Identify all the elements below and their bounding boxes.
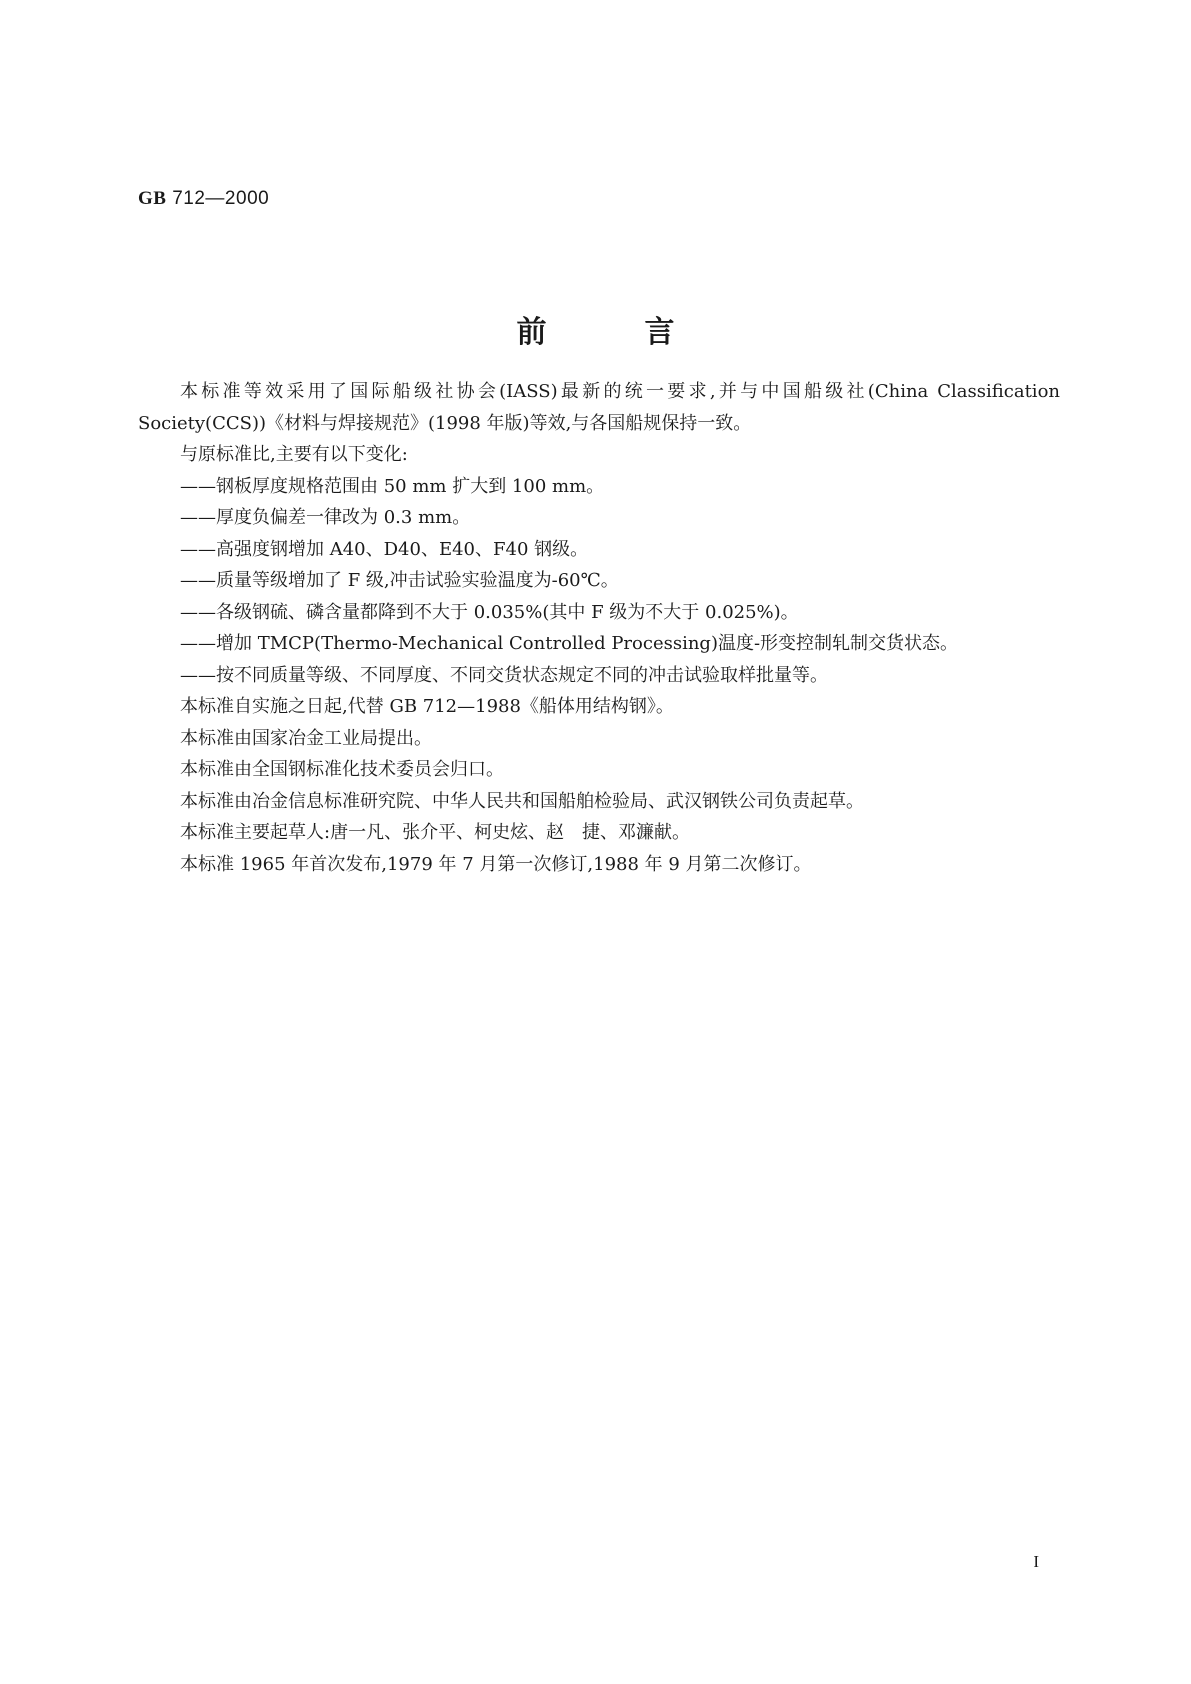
change-item: ——钢板厚度规格范围由 50 mm 扩大到 100 mm。	[180, 475, 605, 497]
principal-drafters: 本标准主要起草人:唐一凡、张介平、柯史炫、赵 捷、邓濂献。	[180, 822, 691, 843]
change-item: ——各级钢硫、磷含量都降到不大于 0.035%(其中 F 级为不大于 0.025%)。	[180, 601, 799, 623]
change-item: ——厚度负偏差一律改为 0.3 mm。	[180, 507, 471, 528]
change-item: ——按不同质量等级、不同厚度、不同交货状态规定不同的冲击试验取样批量等。	[180, 664, 828, 686]
page-number: I	[1033, 1552, 1039, 1571]
change-item: ——增加 TMCP(Thermo-Mechanical Controlled Processing)温度-形变控制轧制交货状态。	[180, 633, 959, 654]
revision-history: 本标准 1965 年首次发布,1979 年 7 月第一次修订,1988 年 9 月第二次修订。	[180, 853, 812, 875]
proposer-statement: 本标准由国家冶金工业局提出。	[180, 727, 432, 749]
intro-paragraph: 本标准等效采用了国际船级社协会(IASS)最新的统一要求,并与中国船级社(China Classification Society(CCS))《材料与焊接规范》(1998 年版)等效,与各国船规保持一致。	[138, 381, 1060, 434]
committee-statement: 本标准由全国钢标准化技术委员会归口。	[180, 759, 504, 780]
drafting-organizations: 本标准由冶金信息标准研究院、中华人民共和国船舶检验局、武汉钢铁公司负责起草。	[180, 790, 864, 812]
section-title: 前言	[516, 315, 773, 350]
foreword-body	[138, 376, 1060, 880]
document-code-header	[138, 188, 269, 210]
standard-number: 712—2000	[166, 188, 270, 209]
standard-prefix: GB	[138, 188, 167, 209]
changes-intro: 与原标准比,主要有以下变化:	[180, 444, 408, 465]
change-item: ——高强度钢增加 A40、D40、E40、F40 钢级。	[180, 538, 589, 560]
replacement-statement: 本标准自实施之日起,代替 GB 712—1988《船体用结构钢》。	[180, 696, 674, 717]
change-item: ——质量等级增加了 F 级,冲击试验实验温度为-60℃。	[180, 570, 619, 591]
